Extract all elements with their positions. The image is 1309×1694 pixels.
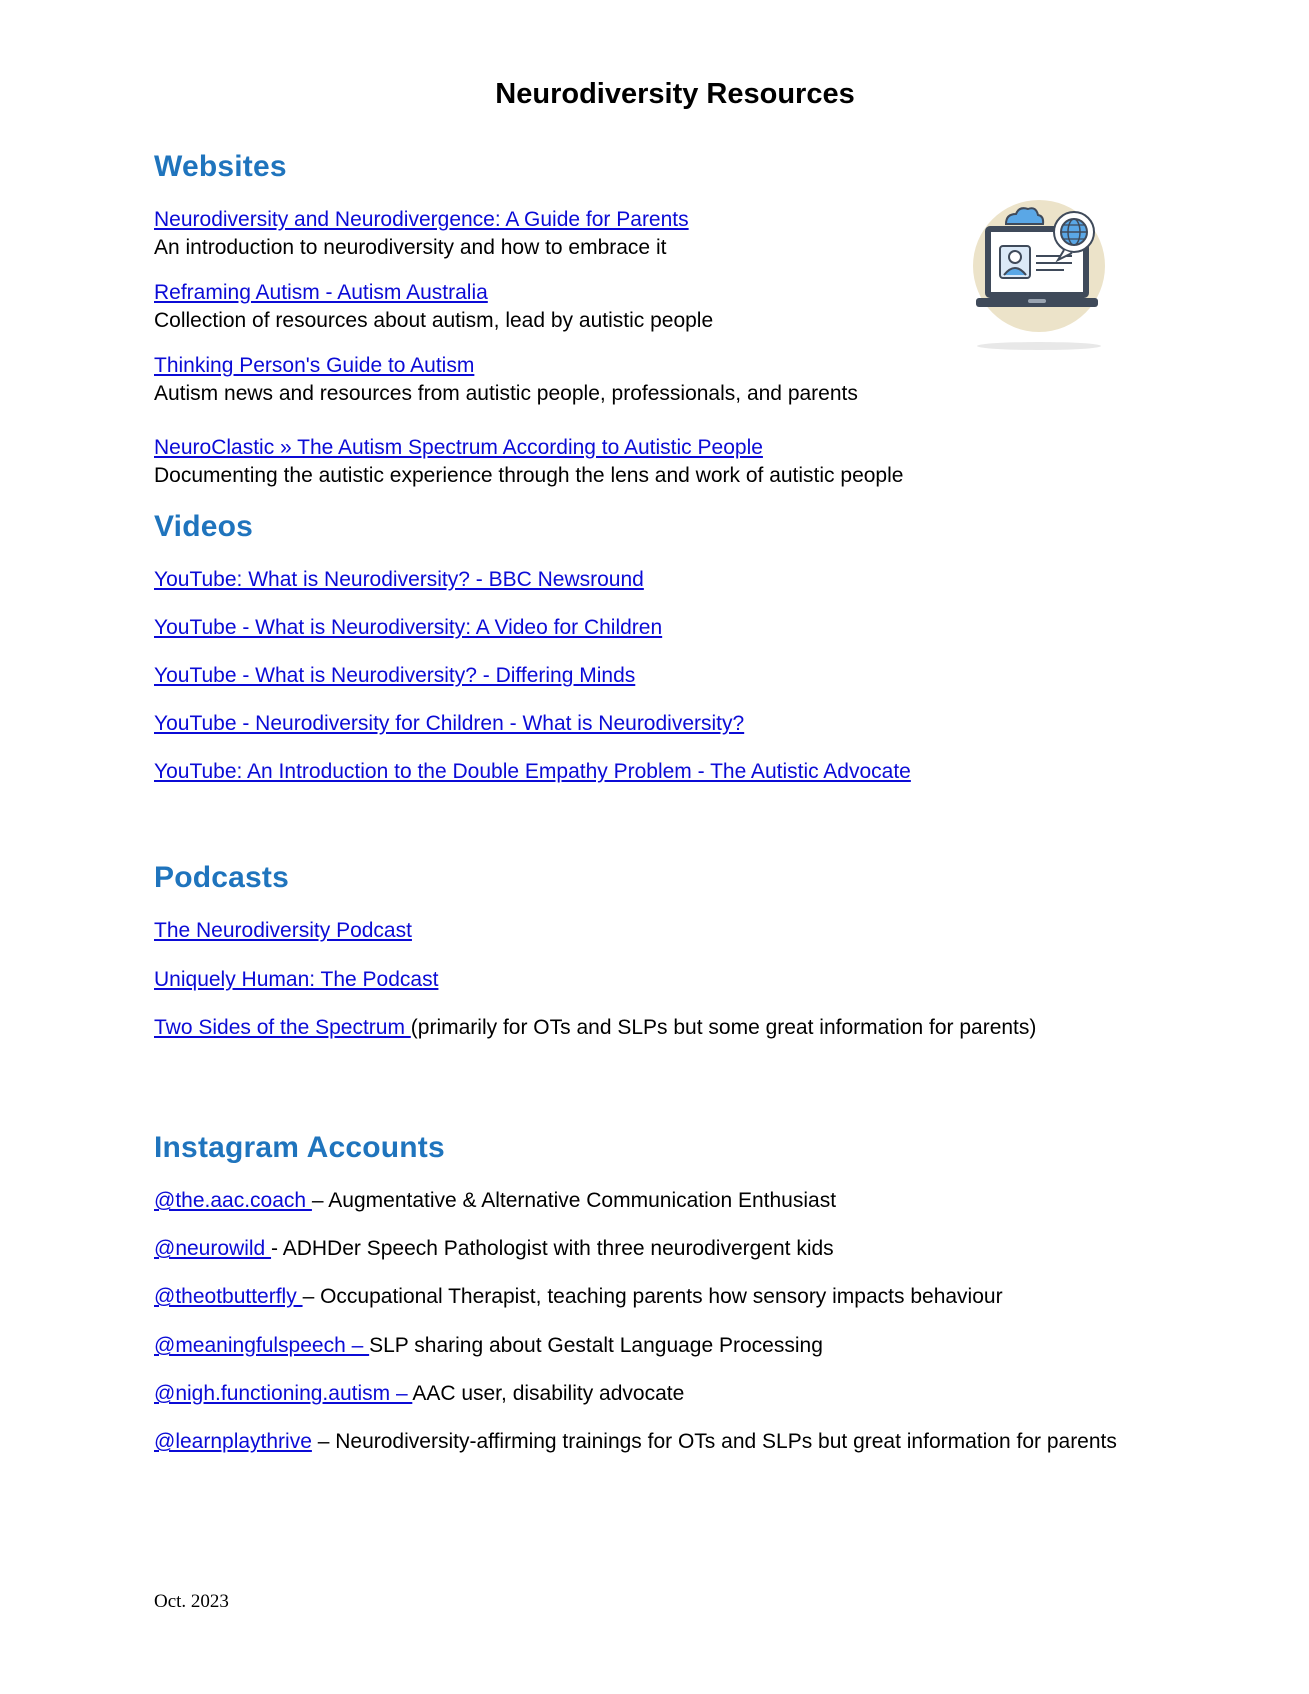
website-description: Collection of resources about autism, lead by autistic people xyxy=(154,309,714,332)
instagram-description: AAC user, disability advocate xyxy=(412,1382,685,1405)
laptop-profile-globe-icon xyxy=(968,196,1110,352)
video-link[interactable]: YouTube - What is Neurodiversity? - Differing Minds xyxy=(154,664,636,687)
websites-heading: Websites xyxy=(154,150,287,183)
instagram-link[interactable]: @theotbutterfly xyxy=(154,1285,303,1308)
instagram-description: – Augmentative & Alternative Communication Enthusiast xyxy=(311,1189,837,1212)
podcasts-heading: Podcasts xyxy=(154,861,289,894)
website-description: An introduction to neurodiversity and how to embrace it xyxy=(154,236,667,259)
instagram-description: - ADHDer Speech Pathologist with three neurodivergent kids xyxy=(271,1237,834,1260)
instagram-description: – Neurodiversity-affirming trainings for OTs and SLPs but great information for parents xyxy=(311,1430,1117,1453)
instagram-link[interactable]: @neurowild xyxy=(154,1237,272,1260)
video-link[interactable]: YouTube - What is Neurodiversity: A Video for Children xyxy=(154,616,663,639)
video-link[interactable]: YouTube: What is Neurodiversity? - BBC Newsround xyxy=(154,568,644,591)
website-link[interactable]: Neurodiversity and Neurodivergence: A Guide for Parents xyxy=(154,208,689,231)
website-description: Autism news and resources from autistic people, professionals, and parents xyxy=(154,382,858,405)
page-title: Neurodiversity Resources xyxy=(495,78,855,110)
podcast-link[interactable]: Two Sides of the Spectrum xyxy=(154,1016,411,1039)
podcast-link[interactable]: The Neurodiversity Podcast xyxy=(154,919,412,942)
website-link[interactable]: NeuroClastic » The Autism Spectrum According to Autistic People xyxy=(154,436,763,459)
website-link[interactable]: Reframing Autism - Autism Australia xyxy=(154,281,488,304)
instagram-link[interactable]: @nigh.functioning.autism – xyxy=(154,1382,413,1405)
podcast-description: (primarily for OTs and SLPs but some great information for parents) xyxy=(410,1016,1037,1039)
website-link[interactable]: Thinking Person's Guide to Autism xyxy=(154,354,475,377)
instagram-link[interactable]: @the.aac.coach xyxy=(154,1189,312,1212)
date-footer: Oct. 2023 xyxy=(154,1591,229,1612)
instagram-description: SLP sharing about Gestalt Language Processing xyxy=(369,1334,823,1357)
instagram-heading: Instagram Accounts xyxy=(154,1131,445,1164)
podcast-link[interactable]: Uniquely Human: The Podcast xyxy=(154,968,439,991)
video-link[interactable]: YouTube - Neurodiversity for Children - What is Neurodiversity? xyxy=(154,712,745,735)
instagram-link[interactable]: @meaningfulspeech – xyxy=(154,1334,370,1357)
instagram-description: – Occupational Therapist, teaching parents how sensory impacts behaviour xyxy=(302,1285,1003,1308)
website-description: Documenting the autistic experience through the lens and work of autistic people xyxy=(154,464,904,487)
video-link[interactable]: YouTube: An Introduction to the Double Empathy Problem - The Autistic Advocate xyxy=(154,760,911,783)
videos-heading: Videos xyxy=(154,510,254,543)
instagram-link[interactable]: @learnplaythrive xyxy=(154,1430,312,1453)
